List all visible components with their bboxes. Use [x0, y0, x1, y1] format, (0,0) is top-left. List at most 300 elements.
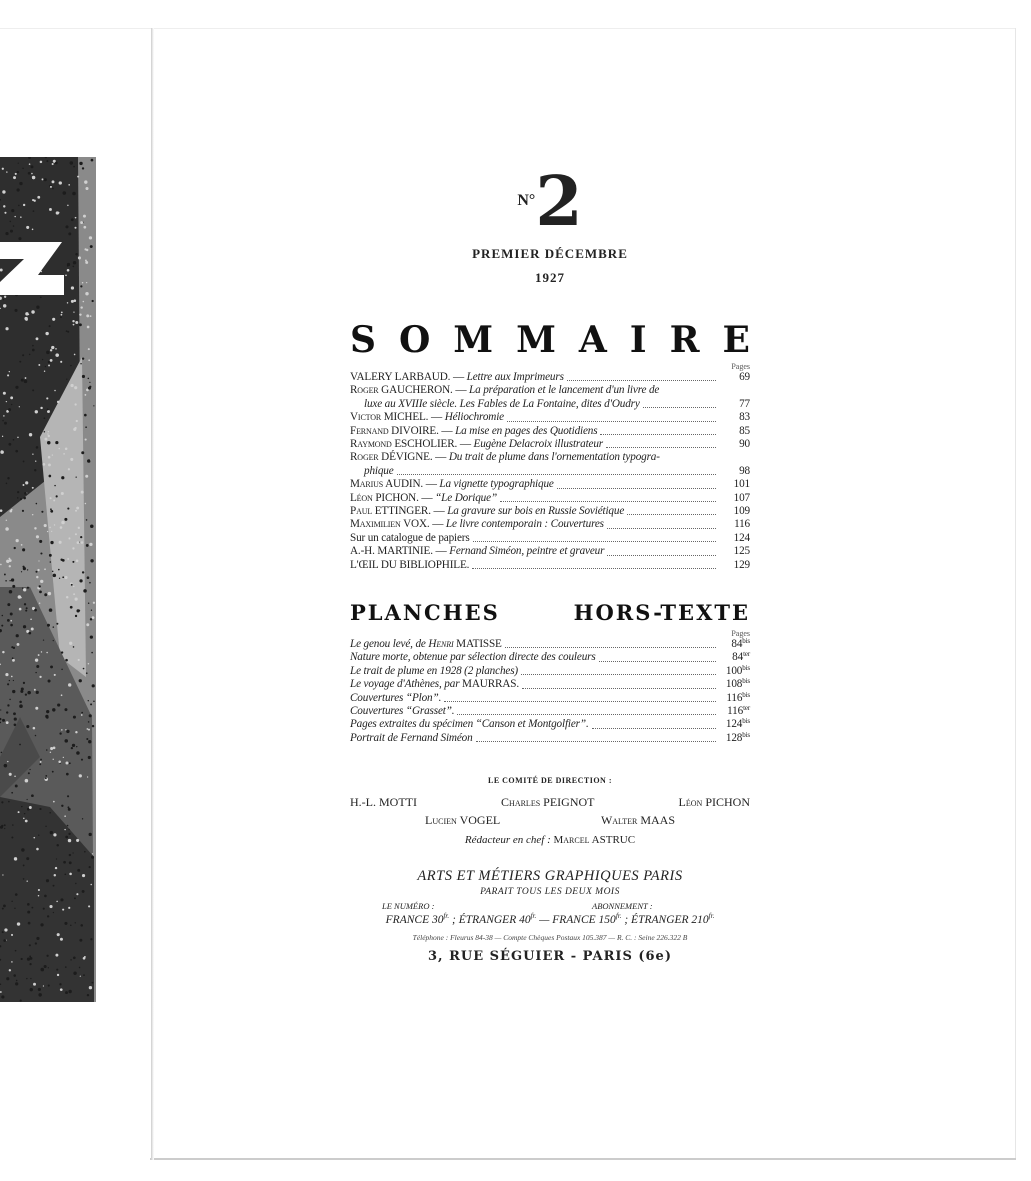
speckle [13, 176, 16, 179]
author-name: ESCHOLIER. [394, 438, 458, 451]
speckle [76, 746, 77, 747]
speckle [85, 261, 88, 264]
speckle [93, 700, 95, 702]
speckle [2, 651, 4, 653]
speckle [50, 186, 52, 188]
dot-leader [476, 741, 716, 742]
speckle [8, 443, 11, 446]
speckle [89, 714, 92, 717]
speckle [21, 571, 22, 572]
speckle [68, 537, 70, 539]
planches-section [350, 629, 750, 745]
separator: — [457, 438, 474, 451]
speckle [57, 401, 60, 404]
speckle [46, 397, 48, 399]
author-first-name: Paul [350, 505, 373, 518]
speckle [76, 560, 79, 563]
page-suffix: ter [743, 650, 750, 659]
speckle [6, 401, 7, 402]
dot-leader [457, 714, 716, 715]
comite-member: Lucien VOGEL [425, 813, 501, 827]
page-number: $84^{ter}$ [732, 650, 750, 664]
speckle [18, 811, 20, 813]
speckle [65, 991, 68, 994]
page-suffix: bis [742, 663, 750, 672]
speckle [83, 974, 85, 976]
speckle [14, 309, 17, 312]
issue-no-label: N° [517, 192, 536, 209]
speckle [67, 205, 68, 206]
speckle [75, 510, 77, 512]
speckle [65, 447, 68, 450]
speckle [11, 901, 12, 902]
speckle [34, 609, 37, 612]
speckle [82, 571, 84, 573]
speckle [71, 747, 73, 749]
speckle [0, 709, 1, 710]
speckle [78, 659, 80, 661]
speckle [84, 180, 87, 183]
heading-letter: E [722, 319, 750, 361]
speckle [82, 357, 84, 359]
dot-leader [505, 647, 716, 648]
speckle [31, 907, 33, 909]
planche-title: Le trait de plume en 1928 (2 planches) [350, 664, 518, 677]
speckle [79, 162, 82, 165]
speckle [90, 703, 92, 705]
heading-letter: I [629, 319, 647, 361]
speckle [49, 554, 52, 557]
speckle [73, 261, 76, 264]
speckle [30, 978, 31, 979]
speckle [29, 163, 31, 165]
entry-text [350, 559, 469, 572]
speckle [83, 668, 85, 670]
speckle [11, 404, 12, 405]
speckle [86, 738, 88, 740]
author-name: VOX. [403, 518, 430, 531]
speckle [43, 640, 44, 641]
speckle [53, 885, 55, 887]
artist-name: MAURRAS. [462, 678, 519, 691]
author-first-name: Roger [350, 451, 379, 464]
speckle [29, 944, 31, 946]
speckle [74, 386, 77, 389]
speckle [31, 165, 34, 168]
author-name: Sur un catalogue de papiers [350, 531, 470, 544]
speckle [73, 593, 75, 595]
speckle [12, 690, 15, 693]
speckle [44, 371, 45, 372]
speckle [69, 642, 72, 645]
speckle [39, 540, 42, 543]
speckle [17, 188, 20, 191]
speckle [25, 694, 27, 696]
speckle [90, 938, 92, 940]
speckle [23, 461, 25, 463]
pages-label: Pages [731, 362, 750, 371]
speckle [52, 318, 55, 321]
speckle [89, 543, 92, 546]
speckle [2, 908, 4, 910]
publisher-name: ARTS ET MÉTIERS GRAPHIQUES PARIS [417, 868, 683, 884]
speckle [74, 227, 76, 229]
cover-artwork [0, 157, 96, 1002]
speckle [41, 511, 43, 513]
entry-text [350, 518, 604, 531]
speckle [80, 285, 82, 287]
page-number: 83 [739, 411, 750, 424]
speckle [50, 510, 53, 513]
comite-member: Walter MAAS [600, 813, 675, 827]
speckle [9, 699, 11, 701]
page-number: 69 [739, 371, 750, 383]
separator: — [432, 545, 450, 558]
speckle [17, 171, 19, 173]
speckle [0, 450, 4, 454]
speckle [67, 269, 70, 272]
page-number: 90 [739, 438, 750, 451]
speckle [45, 826, 46, 827]
planche-title: Le voyage d'Athènes, par MAURRAS. [350, 678, 519, 691]
speckle [55, 162, 58, 165]
speckle [9, 969, 11, 971]
speckle [74, 897, 76, 899]
page-number: 107 [733, 491, 750, 504]
issue-number-value: 2 [535, 162, 583, 242]
speckle [64, 708, 67, 711]
speckle [81, 451, 84, 454]
speckle [48, 456, 51, 459]
speckle [34, 527, 36, 529]
dot-leader [607, 555, 716, 556]
speckle [72, 547, 74, 549]
speckle [28, 922, 31, 925]
speckle [24, 380, 28, 384]
speckle [73, 311, 74, 312]
speckle [15, 386, 18, 389]
speckle [19, 406, 20, 407]
article-title: “Le Dorique” [435, 491, 498, 504]
speckle [90, 524, 94, 528]
speckle [72, 852, 73, 853]
sommaire-entry [350, 425, 750, 438]
speckle [69, 861, 72, 864]
speckle [34, 469, 36, 471]
speckle [2, 436, 3, 437]
dot-leader [567, 380, 716, 381]
speckle [46, 879, 49, 882]
speckle [18, 237, 21, 240]
comite-member: H.-L. MOTTI [350, 795, 417, 809]
speckle [32, 199, 34, 201]
speckle [50, 359, 53, 362]
speckle [70, 959, 71, 960]
speckle [63, 861, 66, 864]
speckle [72, 266, 74, 268]
speckle [65, 225, 68, 228]
speckle [61, 729, 63, 731]
speckle [59, 181, 62, 184]
author-name: VALERY LARBAUD. [350, 371, 451, 383]
speckle [5, 327, 8, 330]
speckle [25, 820, 28, 823]
speckle [36, 306, 39, 309]
speckle [44, 417, 46, 419]
sommaire-entry [350, 505, 750, 518]
speckle [84, 414, 87, 417]
speckle [52, 188, 54, 190]
speckle [7, 374, 9, 376]
separator: — [423, 478, 440, 491]
speckle [14, 717, 17, 720]
separator: — [432, 451, 449, 464]
dot-leader [599, 661, 716, 662]
speckle [70, 384, 73, 387]
heading-letter: O [398, 319, 431, 361]
speckle [91, 159, 94, 162]
separator: — [430, 505, 448, 518]
article-title: Héliochromie [444, 411, 504, 424]
speckle [38, 895, 39, 896]
speckle [21, 379, 24, 382]
speckle [9, 371, 10, 372]
speckle [39, 676, 41, 678]
speckle [70, 161, 73, 164]
entry-text [350, 545, 604, 558]
speckle [9, 580, 10, 581]
speckle [40, 759, 42, 761]
speckle [42, 178, 44, 180]
speckle [8, 558, 10, 560]
speckle [59, 541, 62, 544]
author-first-name: Maximilien [350, 518, 401, 531]
heading-word: HORS-TEXTE [573, 600, 750, 625]
speckle [53, 499, 55, 501]
speckle [18, 205, 20, 207]
dot-leader [627, 514, 716, 515]
speckle [58, 569, 60, 571]
speckle [23, 588, 26, 591]
heading-word: PLANCHES [350, 600, 500, 625]
speckle [88, 700, 89, 701]
speckle [60, 361, 62, 363]
speckle [59, 448, 60, 449]
sommaire-entry [350, 478, 750, 491]
speckle [4, 212, 6, 214]
speckle [70, 458, 73, 461]
speckle [52, 771, 54, 773]
address: 3, RUE SÉGUIER - PARIS (6e) [428, 949, 672, 964]
speckle [58, 212, 60, 214]
speckle [79, 323, 82, 326]
speckle [11, 578, 14, 581]
speckle [79, 679, 82, 682]
speckle [88, 729, 90, 731]
author-name: GAUCHERON. [381, 384, 453, 397]
speckle [82, 890, 85, 893]
speckle [36, 691, 39, 694]
speckle [37, 569, 39, 571]
speckle [89, 382, 90, 383]
speckle [81, 712, 83, 714]
speckle [3, 304, 6, 307]
entry-text [350, 492, 497, 505]
speckle [66, 378, 67, 379]
speckle [44, 965, 47, 968]
speckle [80, 536, 82, 538]
speckle [2, 168, 4, 170]
speckle [40, 407, 42, 409]
speckle [87, 459, 91, 463]
issue-date: PREMIER DÉCEMBRE [472, 246, 628, 261]
speckle [64, 518, 67, 521]
speckle [92, 982, 94, 984]
speckle [11, 836, 13, 838]
page-number: 129 [733, 558, 750, 571]
speckle [26, 725, 29, 728]
speckle [44, 438, 47, 441]
pages-label: Pages [731, 629, 750, 638]
speckle [5, 527, 9, 531]
speckle [17, 922, 20, 925]
speckle [23, 878, 25, 880]
speckle [20, 216, 22, 218]
speckle [19, 182, 22, 185]
speckle [56, 623, 58, 625]
speckle [50, 349, 52, 351]
speckle [65, 966, 67, 968]
speckle [93, 602, 95, 604]
heading-letter: M [453, 319, 494, 361]
speckle [90, 884, 92, 886]
speckle [29, 769, 30, 770]
page-edge-right [1015, 28, 1016, 1160]
speckle [88, 663, 89, 664]
speckle [32, 453, 33, 454]
speckle [68, 907, 70, 909]
speckle [78, 256, 81, 259]
speckle [27, 911, 30, 914]
speckle [2, 420, 4, 422]
speckle [71, 286, 74, 289]
planche-entry [350, 732, 750, 745]
speckle [49, 475, 52, 478]
entry-text [350, 478, 554, 491]
sommaire-list [350, 371, 750, 572]
planche-entry [350, 638, 750, 651]
speckle [9, 565, 11, 567]
speckle [55, 353, 59, 357]
author-first-name: Victor [350, 411, 382, 424]
speckle [92, 616, 95, 619]
page-suffix: bis [742, 690, 750, 699]
speckle [15, 893, 18, 896]
page-suffix: bis [742, 730, 750, 739]
speckle [19, 361, 21, 363]
speckle [52, 708, 55, 711]
speckle [86, 672, 88, 674]
article-title: Lettre aux Imprimeurs [466, 371, 564, 383]
speckle [86, 519, 88, 521]
speckle [20, 1000, 22, 1002]
artist-first-name: Henri [428, 638, 454, 650]
speckle [50, 831, 53, 834]
speckle [85, 187, 88, 190]
speckle [16, 980, 17, 981]
speckle [7, 603, 10, 606]
speckle [38, 560, 39, 561]
speckle [54, 674, 56, 676]
speckle [75, 403, 77, 405]
speckle [28, 772, 30, 774]
speckle [64, 739, 68, 743]
speckle [3, 415, 4, 416]
speckle [60, 316, 62, 318]
speckle [23, 497, 26, 500]
planche-title: Pages extraites du spécimen “Canson et Montgolfier”. [350, 718, 589, 731]
speckle [38, 654, 40, 656]
dot-leader [606, 447, 716, 448]
speckle [1, 625, 3, 627]
speckle [9, 773, 12, 776]
speckle [83, 215, 86, 218]
speckle [22, 588, 23, 589]
speckle [65, 576, 68, 579]
speckle [14, 908, 15, 909]
planches-heading [350, 602, 750, 624]
planche-entry [350, 678, 750, 691]
speckle [38, 585, 40, 587]
speckle [60, 526, 63, 529]
comite-member: Charles PEIGNOT [501, 795, 595, 809]
speckle [32, 487, 34, 489]
speckle [84, 394, 86, 396]
speckle [10, 620, 12, 622]
speckle [67, 507, 69, 509]
entry-text [350, 505, 624, 518]
speckle [13, 712, 16, 715]
speckle [11, 676, 13, 678]
speckle [68, 990, 71, 993]
speckle [54, 524, 55, 525]
heading-letter: M [516, 319, 556, 361]
speckle [80, 924, 83, 927]
speckle [90, 618, 92, 620]
speckle [14, 724, 17, 727]
speckle [60, 938, 63, 941]
speckle [68, 683, 71, 686]
speckle [20, 498, 22, 500]
speckle [41, 651, 42, 652]
speckle [84, 851, 86, 853]
speckle [42, 359, 43, 360]
speckle [52, 163, 54, 165]
author-name: ETTINGER. [374, 505, 431, 518]
speckle [47, 441, 50, 444]
planche-entry [350, 705, 750, 718]
speckle [15, 173, 17, 175]
speckle [57, 933, 60, 936]
speckle [1, 752, 3, 754]
speckle [61, 651, 63, 653]
speckle [61, 521, 65, 525]
speckle [53, 626, 54, 627]
speckle [12, 824, 14, 826]
speckle [3, 939, 6, 942]
speckle [59, 578, 60, 579]
speckle [62, 909, 64, 911]
